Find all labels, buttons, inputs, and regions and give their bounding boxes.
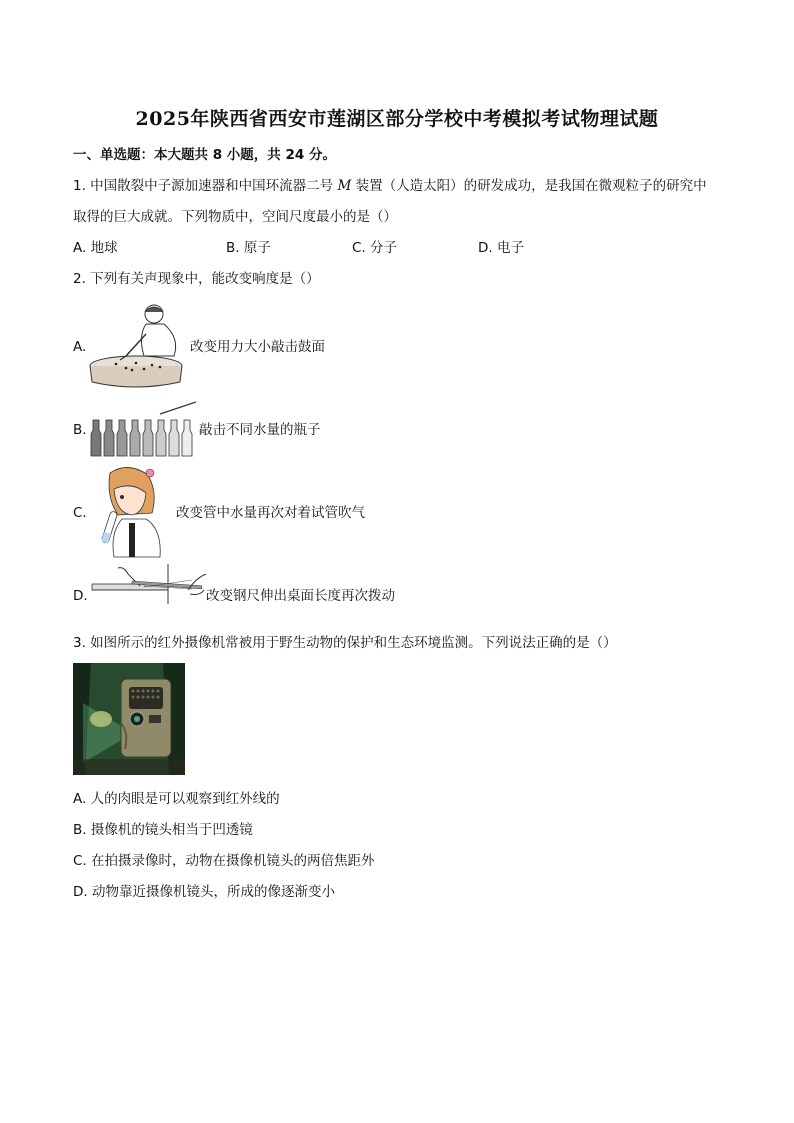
bottles-figure xyxy=(90,400,196,460)
q1-option-d[interactable]: D. 电子 xyxy=(478,240,524,256)
q1-option-b[interactable]: B. 原子 xyxy=(226,240,271,256)
q2-option-d-text: 改变钢尺伸出桌面长度再次拨动 xyxy=(206,588,395,604)
section-heading: 一、单选题：本大题共 8 小题，共 24 分。 xyxy=(73,147,336,163)
infrared-camera-photo xyxy=(73,663,185,775)
steel-ruler-figure xyxy=(88,564,208,604)
q3-option-c[interactable]: C. 在拍摄录像时，动物在摄像机镜头的两倍焦距外 xyxy=(73,853,375,869)
q3-option-d[interactable]: D. 动物靠近摄像机镜头，所成的像逐渐变小 xyxy=(73,884,335,900)
q2-option-d-letter[interactable]: D. xyxy=(73,588,88,604)
q3-option-a[interactable]: A. 人的肉眼是可以观察到红外线的 xyxy=(73,791,280,807)
q1-stem-m: M xyxy=(337,178,352,194)
q1-stem-line2: 取得的巨大成就。下列物质中，空间尺度最小的是（） xyxy=(73,209,397,225)
q2-option-b-letter[interactable]: B. xyxy=(73,422,87,438)
q1-option-c[interactable]: C. 分子 xyxy=(352,240,398,256)
q1-stem-post: 装置（人造太阳）的研发成功，是我国在微观粒子的研究中 xyxy=(351,178,707,194)
q2-option-c-letter[interactable]: C. xyxy=(73,505,87,521)
drum-figure xyxy=(86,300,194,388)
page-title: 2025年陕西省西安市莲湖区部分学校中考模拟考试物理试题 xyxy=(135,108,659,130)
girl-blowing-figure xyxy=(92,463,164,559)
q1-stem-pre: 1. 中国散裂中子源加速器和中国环流器二号 xyxy=(73,178,338,194)
q1-stem-line1 xyxy=(73,177,707,195)
q1-option-a[interactable]: A. 地球 xyxy=(73,240,118,256)
q3-stem: 3. 如图所示的红外摄像机常被用于野生动物的保护和生态环境监测。下列说法正确的是（） xyxy=(73,635,617,651)
q2-option-a-text: 改变用力大小敲击鼓面 xyxy=(190,339,325,355)
q2-option-b-text: 敲击不同水量的瓶子 xyxy=(199,422,321,438)
q2-option-a-letter[interactable]: A. xyxy=(73,339,87,355)
q3-option-b[interactable]: B. 摄像机的镜头相当于凹透镜 xyxy=(73,822,253,838)
q2-stem: 2. 下列有关声现象中，能改变响度是（） xyxy=(73,271,320,287)
q2-option-c-text: 改变管中水量再次对着试管吹气 xyxy=(176,505,365,521)
